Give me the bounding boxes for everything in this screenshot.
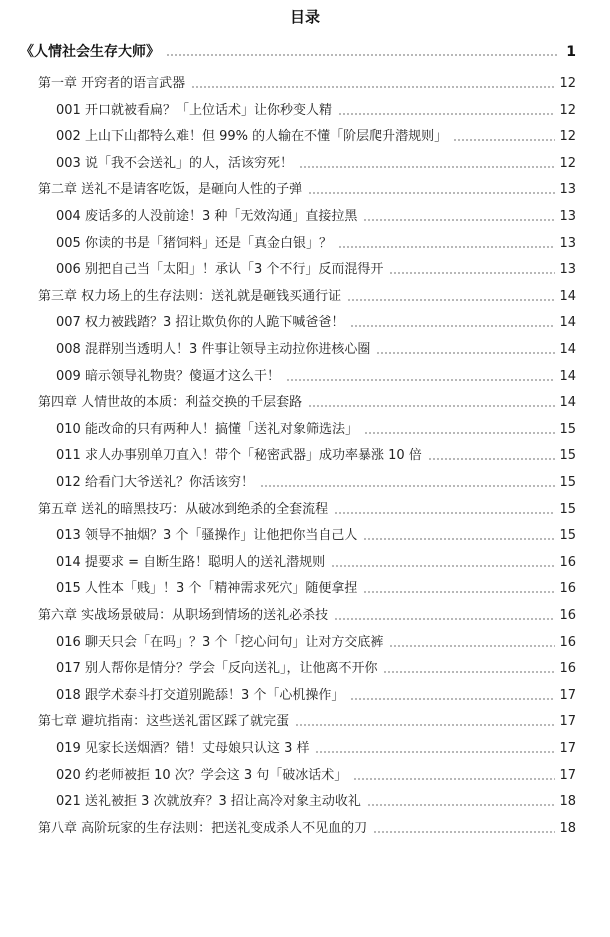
toc-page-number: 15 (559, 421, 576, 437)
leader-dots (338, 245, 556, 249)
toc-page-number: 15 (559, 528, 576, 544)
leader-dots (286, 378, 556, 382)
leader-dots (338, 112, 556, 116)
toc-section-title: 011 求人办事别单刀直入！带个「秘密武器」成功率暴涨 10 倍 (56, 448, 422, 464)
toc-chapter-title: 第一章 开窍者的语言武器 (38, 76, 186, 91)
toc-section-entry[interactable] (56, 232, 576, 252)
leader-dots (347, 298, 555, 302)
toc-section-title: 015 人性本「贱」！3 个「精神需求死穴」随便拿捏 (56, 581, 358, 597)
toc-section-entry[interactable] (56, 764, 576, 784)
toc-chapter-entry[interactable] (38, 285, 576, 305)
toc-section-title: 002 上山下山都特么难！但 99% 的人输在不懂「阶层爬升潜规则」 (56, 129, 448, 145)
toc-chapter-title: 第五章 送礼的暗黑技巧：从破冰到绝杀的全套流程 (38, 501, 329, 517)
toc-page-number: 13 (559, 262, 576, 278)
toc-page-number: 17 (559, 741, 576, 756)
toc-section-entry[interactable] (56, 657, 576, 677)
toc-page-number: 12 (559, 102, 576, 118)
leader-dots (453, 138, 555, 142)
leader-dots (353, 777, 555, 781)
toc-section-title: 003 说「我不会送礼」的人，活该穷死！ (56, 155, 293, 171)
toc-book-entry[interactable] (20, 40, 576, 60)
leader-dots (350, 697, 555, 701)
toc-chapter-title: 第六章 实战场景破局：从职场到情场的送礼必杀技 (38, 608, 329, 623)
toc-section-title: 012 给看门大爷送礼？你活该穷！ (56, 475, 254, 490)
toc-page-number: 18 (559, 794, 576, 810)
leader-dots (383, 670, 555, 674)
toc-chapter-title: 第四章 人情世故的本质：利益交换的千层套路 (38, 395, 303, 411)
toc-section-title: 009 暗示领导礼物贵？傻逼才这么干！ (56, 368, 280, 384)
toc-chapter-entry[interactable] (38, 604, 576, 624)
toc-chapter-title: 第八章 高阶玩家的生存法则：把送礼变成杀人不见血的刀 (38, 820, 368, 836)
leader-dots (331, 564, 555, 568)
toc-section-title: 001 开口就被看扁？「上位话术」让你秒变人精 (56, 102, 332, 118)
leader-dots (367, 803, 556, 807)
toc-section-entry[interactable] (56, 311, 576, 331)
toc-page-number: 12 (559, 129, 576, 145)
leader-dots (363, 218, 555, 222)
toc-page-number: 1 (566, 44, 576, 60)
leader-dots (299, 165, 556, 169)
toc-page-number: 17 (559, 714, 576, 730)
toc-page-number: 14 (559, 368, 576, 384)
toc-section-entry[interactable] (56, 338, 576, 358)
toc-chapter-entry[interactable] (38, 710, 576, 730)
toc-page-number: 14 (559, 315, 576, 331)
leader-dots (364, 431, 556, 435)
toc-section-entry[interactable] (56, 365, 576, 385)
leader-dots (350, 324, 555, 328)
toc-chapter-entry[interactable] (38, 178, 576, 198)
leader-dots (334, 511, 555, 515)
toc-page-number: 15 (559, 448, 576, 464)
toc-page-number: 13 (559, 182, 576, 198)
toc-page-number: 18 (559, 820, 576, 836)
toc-page-number: 16 (559, 554, 576, 570)
toc-section-title: 010 能改命的只有两种人！搞懂「送礼对象筛选法」 (56, 421, 358, 437)
toc-page-number: 16 (559, 661, 576, 677)
toc-section-entry[interactable] (56, 125, 576, 145)
toc-section-title: 017 别人帮你是情分？学会「反向送礼」，让他离不开你 (56, 661, 378, 677)
leader-dots (334, 617, 555, 621)
toc-section-title: 005 你读的书是「猪饲料」还是「真金白银」？ (56, 235, 332, 251)
toc-chapter-entry[interactable] (38, 391, 576, 411)
page-title: 目录 (289, 8, 320, 26)
toc-page-number: 13 (559, 209, 576, 224)
toc-page-number: 16 (559, 581, 576, 597)
toc-section-title: 021 送礼被拒 3 次就放弃？3 招让高冷对象主动收礼 (56, 794, 361, 810)
toc-section-entry[interactable] (56, 551, 576, 571)
toc-section-entry[interactable] (56, 524, 576, 544)
leader-dots (363, 590, 555, 594)
toc-section-title: 019 见家长送烟酒？错！丈母娘只认这 3 样 (56, 741, 310, 756)
toc-section-entry[interactable] (56, 99, 576, 119)
toc-section-title: 020 约老师被拒 10 次？学会这 3 句「破冰话术」 (56, 767, 348, 783)
toc-page-number: 16 (559, 608, 576, 623)
leader-dots (363, 537, 555, 541)
toc-page-number: 14 (559, 342, 576, 357)
toc-page-number: 14 (559, 395, 576, 411)
toc-section-entry[interactable] (56, 152, 576, 172)
toc-section-title: 004 废话多的人没前途！3 种「无效沟通」直接拉黑 (56, 209, 358, 224)
toc-section-title: 008 混群别当透明人！3 件事让领导主动拉你进核心圈 (56, 342, 371, 357)
toc-section-title: 018 跟学术泰斗打交道别跪舔！3 个「心机操作」 (56, 687, 345, 703)
toc-page-number: 16 (559, 634, 576, 650)
leader-dots (389, 271, 555, 275)
toc-section-entry[interactable] (56, 444, 576, 464)
toc-page-number: 15 (559, 501, 576, 517)
toc-section-entry[interactable] (56, 631, 576, 651)
toc-chapter-title: 第三章 权力场上的生存法则：送礼就是砸钱买通行证 (38, 288, 342, 304)
toc-book-title: 《人情社会生存大师》 (20, 44, 160, 60)
toc-section-entry[interactable] (56, 684, 576, 704)
leader-dots (166, 53, 558, 57)
toc-section-entry[interactable] (56, 418, 576, 438)
toc-page-number: 12 (559, 76, 576, 91)
toc-page-number: 15 (559, 475, 576, 490)
leader-dots (428, 457, 556, 461)
leader-dots (295, 723, 555, 727)
toc-chapter-entry[interactable] (38, 72, 576, 92)
toc-section-entry[interactable] (56, 790, 576, 810)
toc-section-entry[interactable] (56, 205, 576, 225)
leader-dots (389, 644, 555, 648)
toc-section-title: 013 领导不抽烟？3 个「骚操作」让他把你当自己人 (56, 528, 358, 544)
toc-chapter-title: 第七章 避坑指南：这些送礼雷区踩了就完蛋 (38, 714, 290, 730)
toc-chapter-entry[interactable] (38, 817, 576, 837)
leader-dots (191, 85, 555, 89)
toc-section-entry[interactable] (56, 577, 576, 597)
toc-section-title: 007 权力被践踏？3 招让欺负你的人跪下喊爸爸！ (56, 315, 345, 331)
toc-section-entry[interactable] (56, 258, 576, 278)
toc-chapter-title: 第二章 送礼不是请客吃饭，是砸向人性的子弹 (38, 182, 303, 198)
toc-page-number: 12 (559, 155, 576, 171)
toc-page-number: 14 (559, 288, 576, 304)
leader-dots (260, 484, 556, 488)
toc-section-entry[interactable] (56, 471, 576, 491)
leader-dots (308, 191, 555, 195)
toc-page-number: 17 (559, 687, 576, 703)
toc-page-number: 17 (559, 767, 576, 783)
toc-chapter-entry[interactable] (38, 498, 576, 518)
leader-dots (315, 750, 555, 754)
toc-section-title: 016 聊天只会「在吗」？3 个「挖心问句」让对方交底裤 (56, 634, 384, 650)
toc-section-title: 006 别把自己当「太阳」！承认「3 个不行」反而混得开 (56, 262, 384, 278)
toc-page-number: 13 (559, 235, 576, 251)
leader-dots (373, 830, 555, 834)
leader-dots (376, 351, 555, 355)
toc-section-title: 014 提要求 = 自断生路！聪明人的送礼潜规则 (56, 554, 326, 570)
leader-dots (308, 404, 555, 408)
toc-section-entry[interactable] (56, 737, 576, 757)
